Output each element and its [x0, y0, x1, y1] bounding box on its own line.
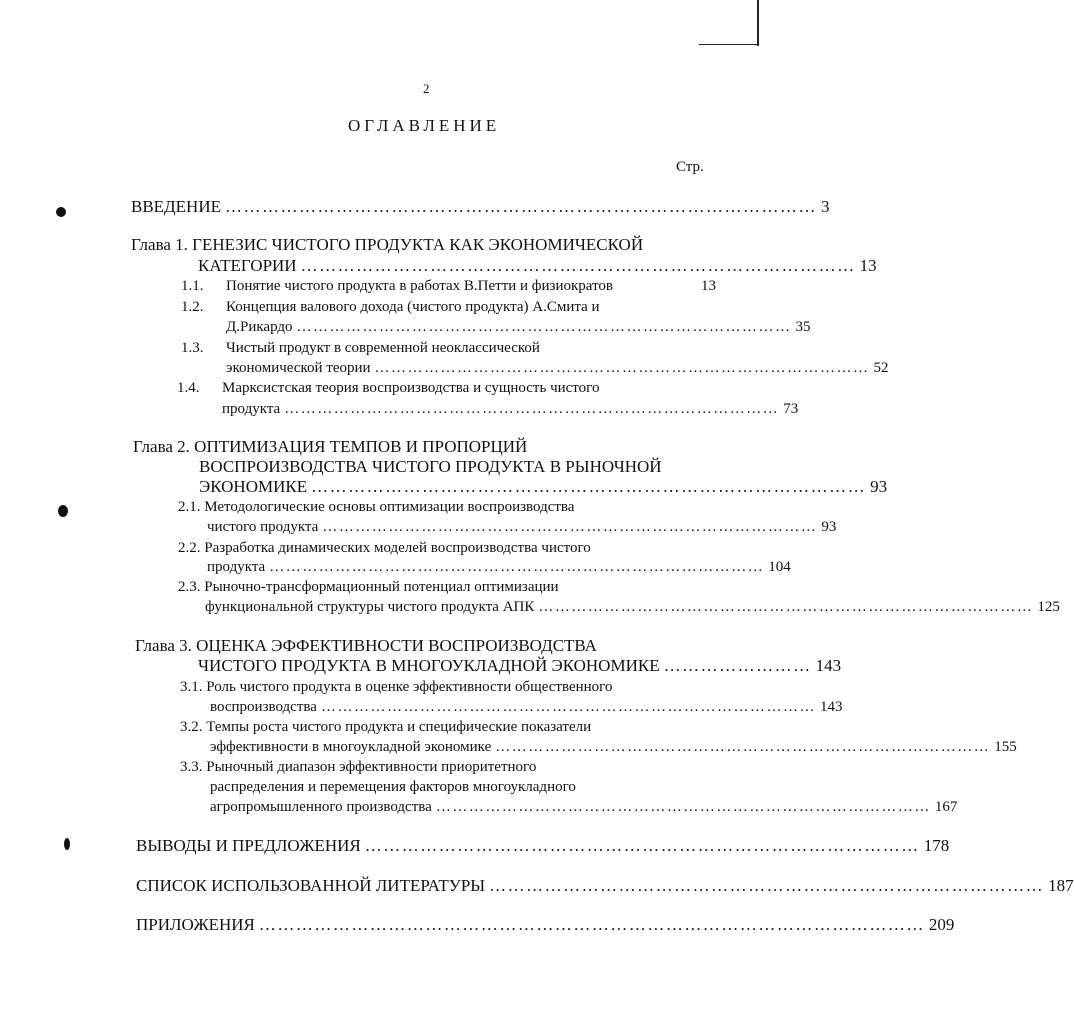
leader-dots: ………………………………………………………………………………: [435, 799, 931, 815]
toc-label: Д.Рикардо: [226, 319, 293, 335]
toc-label: ЭКОНОМИКЕ: [199, 477, 308, 496]
toc-label: ЧИСТОГО ПРОДУКТА В МНОГОУКЛАДНОЙ ЭКОНОМИКЕ: [198, 656, 660, 675]
section-title: 2.3. Рыночно-трансформационный потенциал оптимизации: [178, 579, 559, 595]
toc-entry-section-1-2[interactable]: [226, 318, 811, 336]
toc-page: 178: [923, 836, 950, 855]
toc-entry-references[interactable]: [136, 876, 1074, 895]
page-column-label: Стр.: [676, 159, 704, 175]
page-number: 2: [423, 81, 430, 96]
toc-label: СПИСОК ИСПОЛЬЗОВАННОЙ ЛИТЕРАТУРЫ: [136, 876, 486, 895]
toc-label: продукта: [207, 559, 266, 575]
leader-dots: ………………………………………………………………………………: [489, 876, 1045, 895]
scan-edge-line: [699, 44, 759, 45]
toc-page: 35: [795, 319, 811, 335]
toc-entry-chapter-2[interactable]: [199, 477, 888, 496]
toc-entry-chapter-1[interactable]: [198, 256, 877, 275]
section-title: 2.2. Разработка динамических моделей воспроизводства чистого: [178, 540, 591, 556]
section-title: Концепция валового дохода (чистого продукта) А.Смита и: [226, 299, 600, 315]
punch-hole-mark: [64, 838, 70, 850]
section-title: 3.3. Рыночный диапазон эффективности приоритетного: [180, 759, 537, 775]
toc-label: ВЫВОДЫ И ПРЕДЛОЖЕНИЯ: [136, 836, 361, 855]
toc-entry-introduction[interactable]: [131, 197, 830, 216]
leader-dots: ……………………………………………………………………………………: [224, 197, 817, 216]
section-title: 3.2. Темпы роста чистого продукта и специфические показатели: [180, 719, 592, 735]
section-title: 2.1. Методологические основы оптимизации воспроизводства: [178, 499, 575, 515]
toc-label: чистого продукта: [207, 519, 319, 535]
toc-label: экономической теории: [226, 360, 371, 376]
toc-label: воспроизводства: [210, 699, 317, 715]
section-title: Чистый продукт в современной неоклассической: [226, 340, 540, 356]
toc-entry-appendices[interactable]: [136, 915, 955, 934]
chapter-2-title-cont: ВОСПРОИЗВОДСТВА ЧИСТОГО ПРОДУКТА В РЫНОЧНОЙ: [199, 457, 662, 476]
toc-page: 167: [934, 799, 958, 815]
toc-page: 13: [701, 278, 716, 294]
toc-page: 3: [820, 197, 830, 216]
leader-dots: ………………………………………………………………………………: [296, 319, 792, 335]
punch-hole-mark: [56, 207, 66, 217]
section-number: 1.2.: [181, 299, 204, 315]
toc-page: 13: [859, 256, 877, 275]
leader-dots: ………………………………………………………………………………: [300, 256, 856, 275]
section-number: 1.3.: [181, 340, 204, 356]
section-title-cont: распределения и перемещения факторов многоукладного: [210, 779, 576, 795]
chapter-3-title: Глава 3. ОЦЕНКА ЭФФЕКТИВНОСТИ ВОСПРОИЗВОДСТВА: [135, 636, 597, 655]
leader-dots: ………………………………………………………………………………: [364, 836, 920, 855]
toc-label: агропромышленного производства: [210, 799, 432, 815]
section-number: 1.4.: [177, 380, 200, 396]
toc-entry-section-3-1[interactable]: [210, 698, 843, 716]
section-title: Марксистская теория воспроизводства и сущность чистого: [222, 380, 600, 396]
toc-label: ВВЕДЕНИЕ: [131, 197, 221, 216]
toc-page: 73: [783, 401, 799, 417]
toc-label: КАТЕГОРИИ: [198, 256, 297, 275]
toc-label: продукта: [222, 401, 281, 417]
toc-entry-section-2-3[interactable]: [205, 598, 1060, 616]
toc-page: 104: [768, 559, 791, 575]
toc-entry-section-2-1[interactable]: [207, 518, 837, 536]
leader-dots: ………………………………………………………………………………: [320, 699, 816, 715]
toc-entry-section-1-4[interactable]: [222, 400, 799, 418]
leader-dots: ………………………………………………………………………………: [311, 477, 867, 496]
leader-dots: ………………………………………………………………………………………………: [258, 915, 925, 934]
leader-dots: ………………………………………………………………………………: [495, 739, 991, 755]
leader-dots: ………………………………………………………………………………: [269, 559, 765, 575]
toc-page: 155: [994, 739, 1017, 755]
chapter-1-title: Глава 1. ГЕНЕЗИС ЧИСТОГО ПРОДУКТА КАК ЭКОНОМИЧЕСКОЙ: [131, 235, 644, 254]
toc-entry-section-1-3[interactable]: [226, 359, 889, 377]
toc-page: 93: [821, 519, 837, 535]
toc-entry-section-2-2[interactable]: [207, 558, 791, 576]
toc-entry-conclusions[interactable]: [136, 836, 950, 855]
toc-entry-section-3-2[interactable]: [210, 738, 1017, 756]
leader-dots: ………………………………………………………………………………: [322, 519, 818, 535]
toc-page: 209: [928, 915, 955, 934]
toc-entry-section-1-1[interactable]: [226, 277, 716, 295]
toc-label: Понятие чистого продукта в работах В.Петти и физиократов: [226, 278, 614, 294]
section-number: 1.1.: [181, 278, 204, 294]
toc-label: функциональной структуры чистого продукта АПК: [205, 599, 535, 615]
toc-entry-section-3-3[interactable]: [210, 798, 958, 816]
leader-dots: ………………………………………………………………………………: [538, 599, 1034, 615]
leader-dots: ………………………………………………………………………………: [284, 401, 780, 417]
toc-page: 125: [1037, 599, 1060, 615]
toc-page: 187: [1048, 876, 1074, 895]
toc-entry-chapter-3[interactable]: [198, 656, 842, 675]
toc-page: 143: [815, 656, 842, 675]
toc-label: ПРИЛОЖЕНИЯ: [136, 915, 255, 934]
toc-page: 93: [870, 477, 888, 496]
scan-edge-line: [757, 0, 759, 46]
section-title: 3.1. Роль чистого продукта в оценке эффективности общественного: [180, 679, 613, 695]
toc-page: 143: [819, 699, 843, 715]
chapter-2-title: Глава 2. ОПТИМИЗАЦИЯ ТЕМПОВ И ПРОПОРЦИЙ: [133, 437, 528, 456]
leader-dots: ……………………: [663, 656, 812, 675]
page-title: ОГЛАВЛЕНИЕ: [348, 116, 501, 135]
toc-label: эффективности в многоукладной экономике: [210, 739, 492, 755]
punch-hole-mark: [58, 505, 68, 517]
toc-page: 52: [873, 360, 889, 376]
leader-dots: ………………………………………………………………………………: [374, 360, 870, 376]
